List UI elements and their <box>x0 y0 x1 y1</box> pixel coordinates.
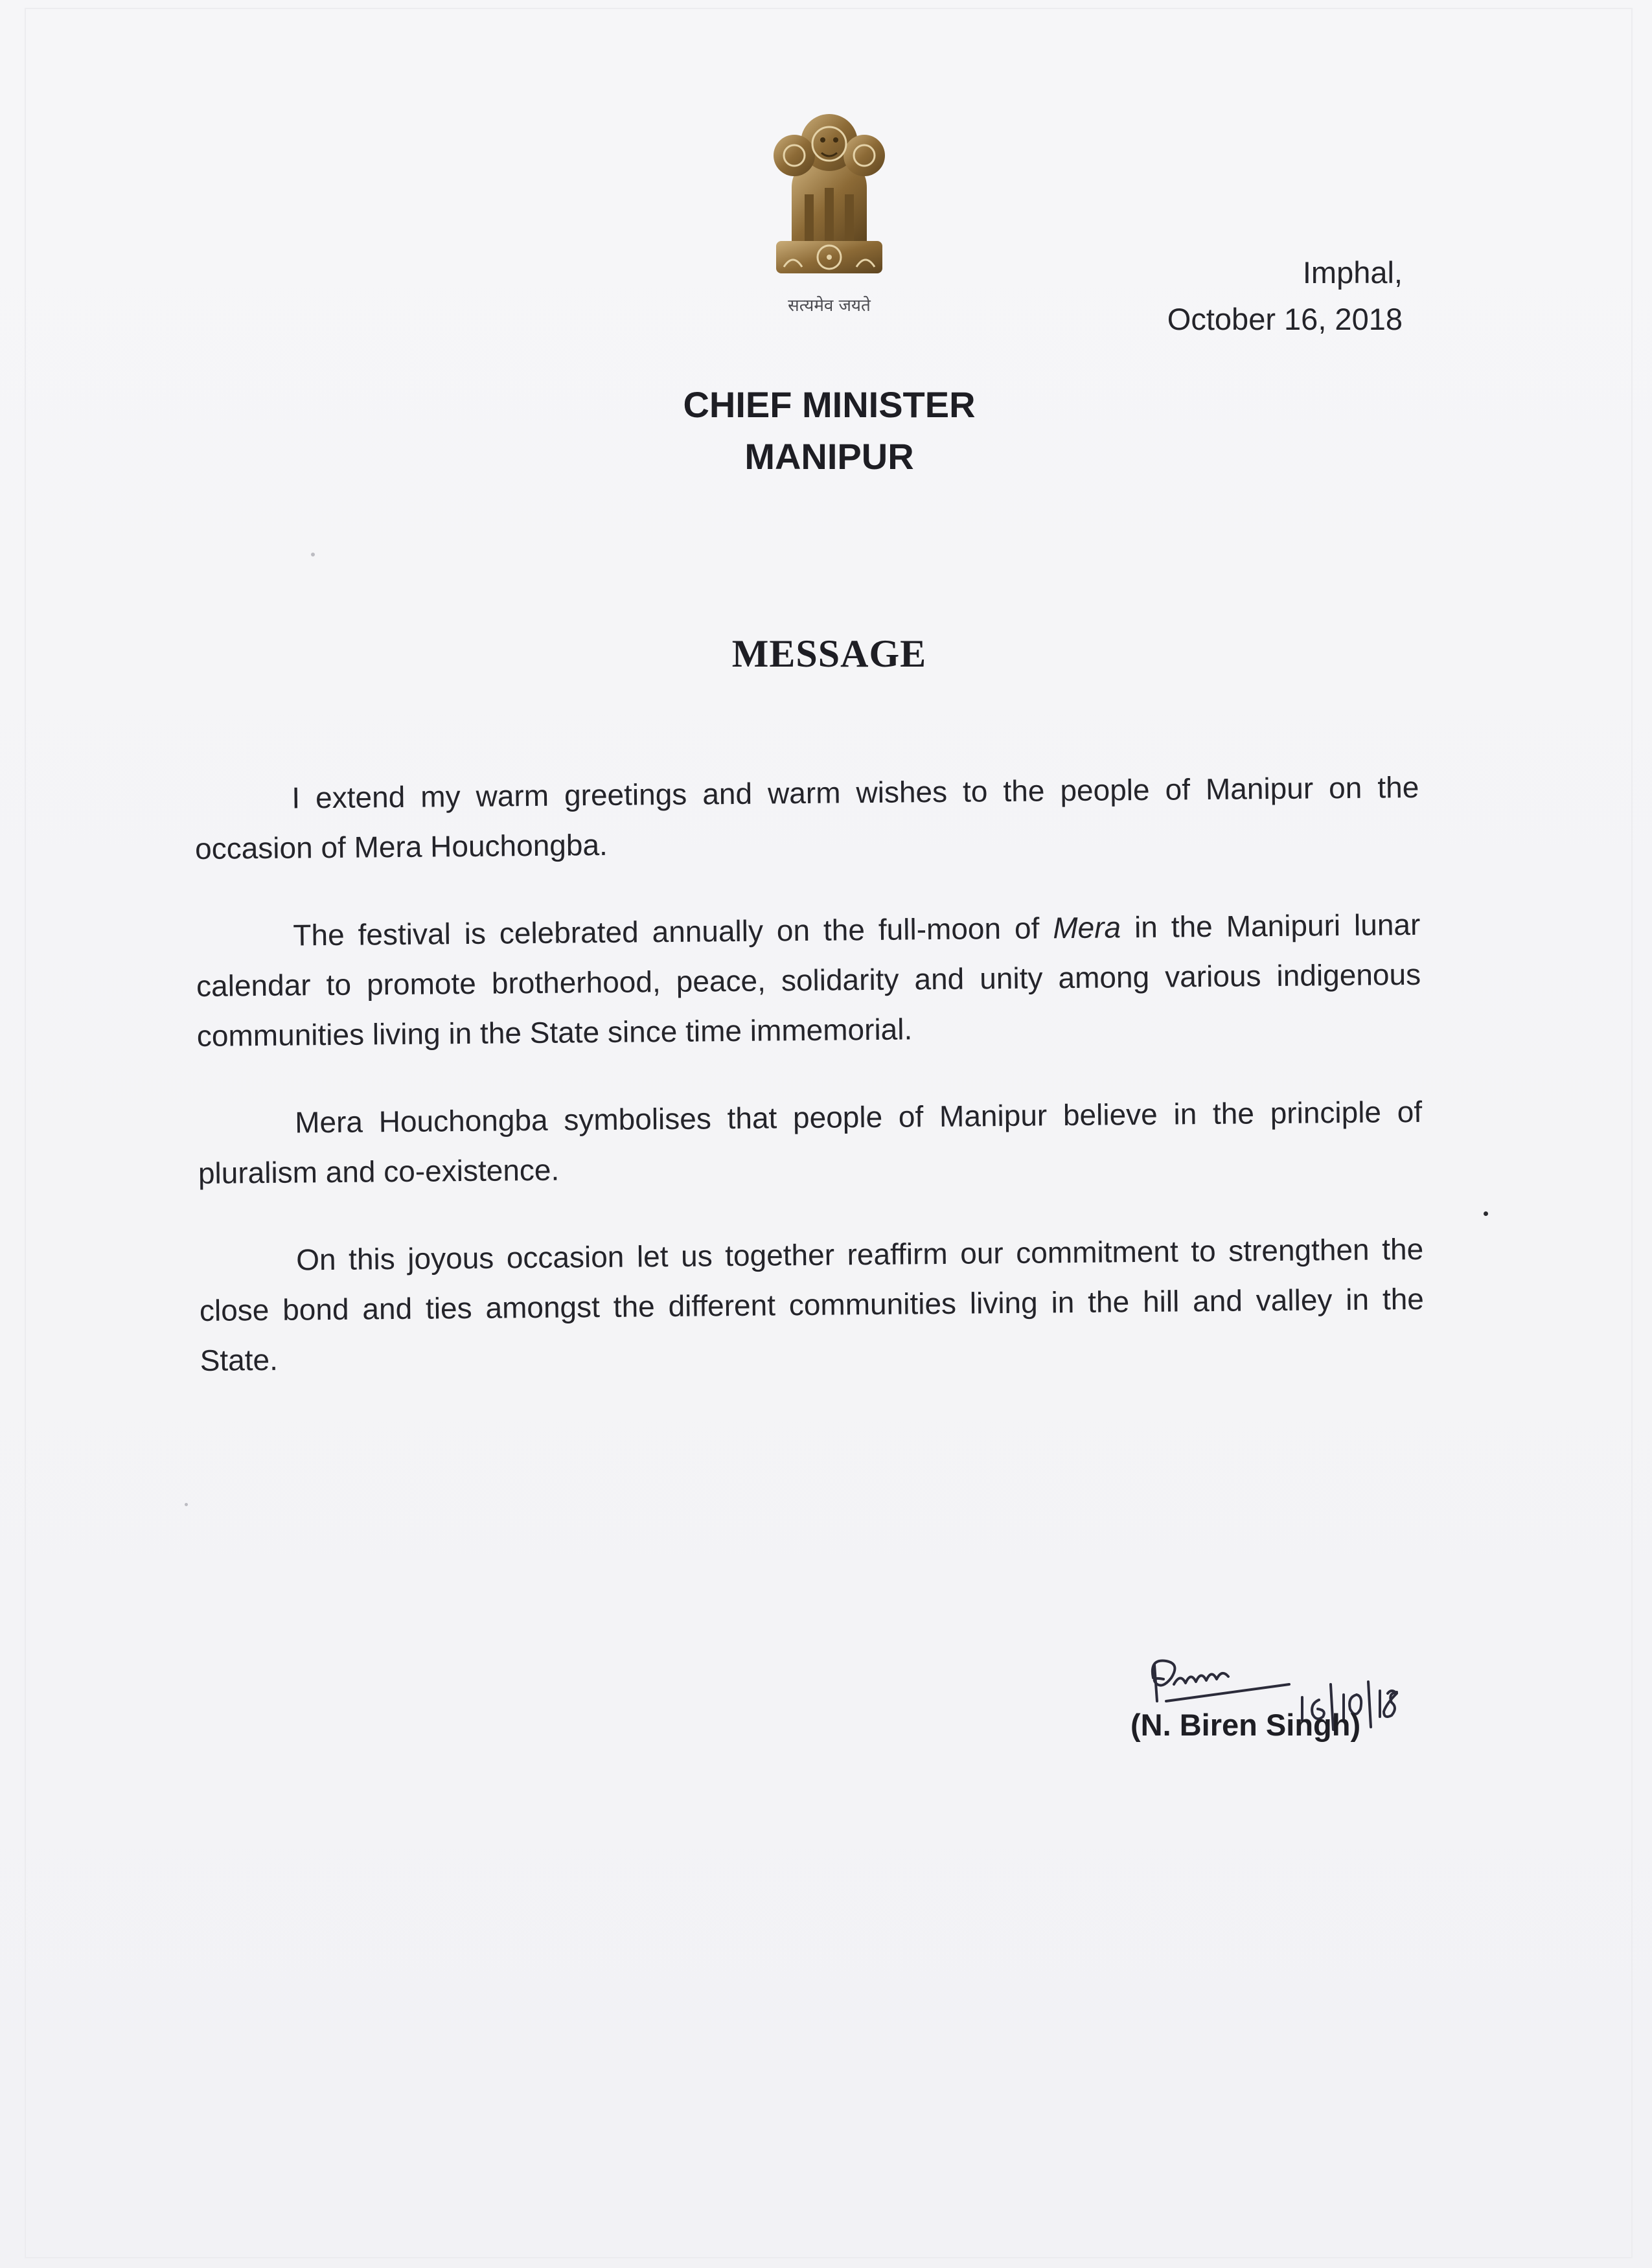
paper-speck <box>311 553 315 556</box>
office-title-line2: MANIPUR <box>744 436 914 477</box>
paragraph-2-part-2: in the Manipuri lunar calendar to promote brotherhood, peace, solidarity and unity among various indigenous communities living in the State since time immemorial. <box>196 907 1421 1053</box>
place: Imphal, <box>1302 255 1403 290</box>
date: October 16, 2018 <box>1167 302 1403 336</box>
state-emblem-icon <box>758 97 901 292</box>
paragraph-3: Mera Houchongba symbolises that people of Manipur believe in the principle of pluralism and co-existence. <box>198 1094 1423 1190</box>
message-body <box>194 762 1425 1386</box>
office-title <box>635 379 1024 483</box>
paper-speck <box>1484 1211 1488 1216</box>
emblem-motto: सत्यमेव जयते <box>788 296 871 315</box>
paragraph-1: I extend my warm greetings and warm wishes to the people of Manipur on the occasion of Mera Houchongba. <box>194 770 1419 865</box>
paper-speck <box>185 1503 188 1506</box>
paragraph-2 <box>196 900 1421 1061</box>
place-date-block <box>1167 249 1403 343</box>
paragraph-2-italic: Mera <box>1053 910 1121 945</box>
message-heading: MESSAGE <box>731 632 927 675</box>
paragraph-2-part-1: The festival is celebrated annually on the full-moon of <box>293 911 1053 952</box>
signatory-name: (N. Biren Singh) <box>1130 1708 1361 1742</box>
office-title-line1: CHIEF MINISTER <box>683 384 976 425</box>
paragraph-4: On this joyous occasion let us together reaffirm our commitment to strengthen the close bond and ties amongst the different communities living in the hill and valley in the State. <box>199 1231 1425 1377</box>
